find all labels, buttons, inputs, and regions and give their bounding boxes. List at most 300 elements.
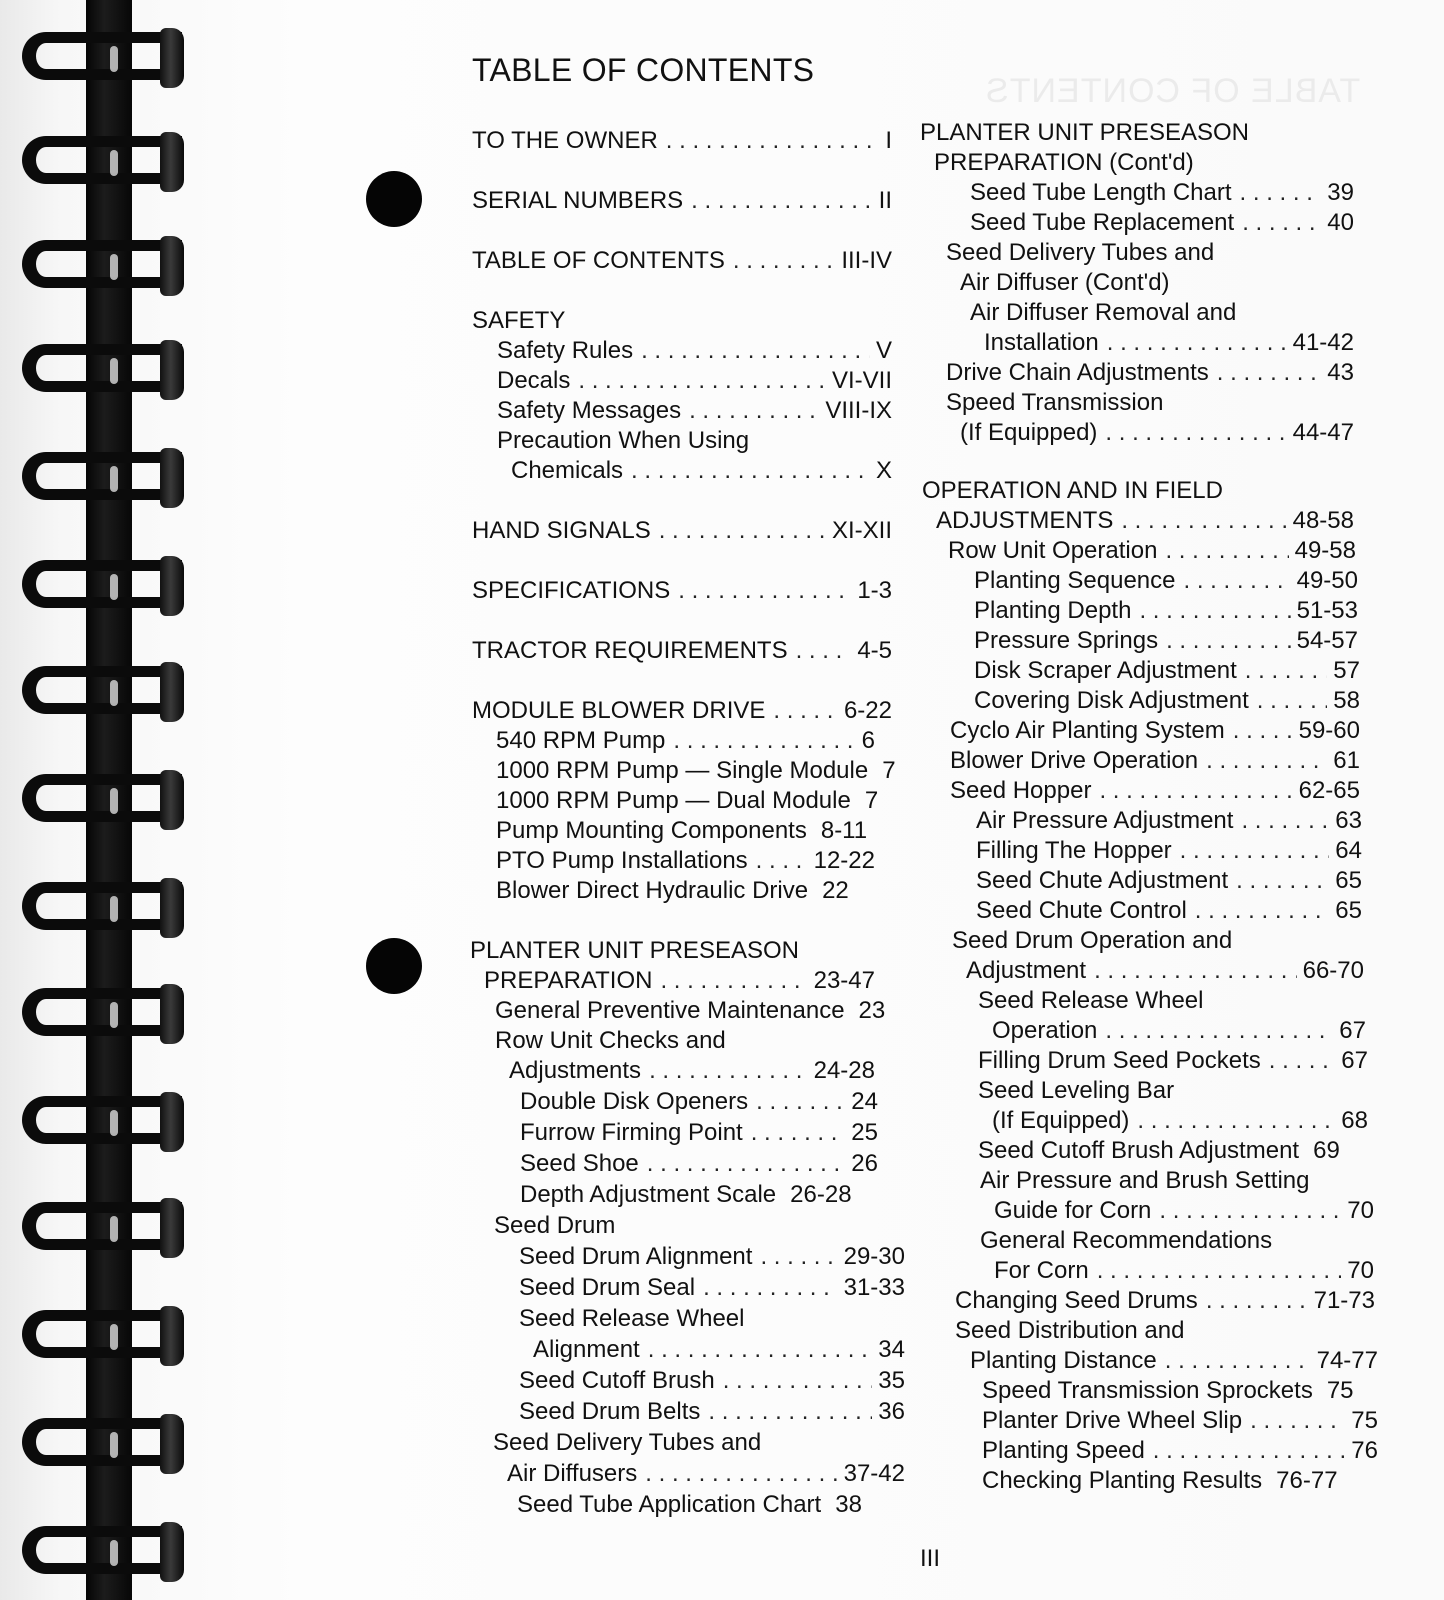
toc-entry-label: Chemicals bbox=[511, 457, 624, 484]
toc-entry-label: Guide for Corn bbox=[994, 1197, 1152, 1224]
toc-entry-page: 22 bbox=[822, 877, 849, 904]
toc-heading: Seed Release Wheel bbox=[519, 1305, 745, 1332]
toc-entry-label: Filling Drum Seed Pockets bbox=[978, 1047, 1261, 1074]
binding-coil-tip bbox=[160, 1306, 184, 1366]
binding-coil-loop bbox=[22, 1096, 182, 1144]
binding-coil bbox=[22, 340, 190, 400]
toc-heading: Air Pressure and Brush Setting bbox=[980, 1167, 1310, 1194]
binding-coil-tip bbox=[160, 1092, 184, 1152]
toc-heading: Row Unit Checks and bbox=[495, 1027, 726, 1054]
binding-coil-loop bbox=[22, 666, 182, 714]
toc-entry-label: Seed Tube Application Chart bbox=[517, 1491, 822, 1518]
toc-entry-label: Filling The Hopper bbox=[976, 837, 1172, 864]
toc-entry bbox=[509, 1056, 875, 1086]
toc-entry bbox=[533, 1335, 905, 1365]
toc-entry bbox=[511, 456, 892, 486]
toc-entry-page: I bbox=[885, 127, 892, 154]
toc-entry bbox=[519, 1366, 905, 1396]
binding-coil-loop bbox=[22, 1310, 182, 1358]
binding-coil-tip bbox=[160, 236, 184, 296]
toc-entry-label: Installation bbox=[984, 329, 1099, 356]
toc-heading: Seed Drum Operation and bbox=[952, 927, 1233, 954]
toc-entry-label: Seed Tube Length Chart bbox=[970, 179, 1232, 206]
toc-heading: SAFETY bbox=[472, 307, 566, 334]
toc-entry bbox=[970, 1346, 1378, 1376]
toc-entry bbox=[960, 418, 1354, 448]
toc-entry bbox=[976, 836, 1362, 866]
toc-entry-label: Seed Drum Belts bbox=[519, 1398, 701, 1425]
toc-entry-label: TRACTOR REQUIREMENTS bbox=[472, 637, 788, 664]
toc-entry bbox=[519, 1397, 905, 1427]
toc-entry-label: Double Disk Openers bbox=[520, 1088, 749, 1115]
binding-coil-highlight bbox=[110, 466, 118, 492]
toc-entry bbox=[497, 396, 892, 426]
toc-entry bbox=[976, 866, 1362, 896]
toc-entry-page: 23-47 bbox=[813, 967, 875, 994]
page-title: TABLE OF CONTENTS bbox=[472, 52, 815, 88]
binding-coil bbox=[22, 1522, 190, 1582]
dot-leader bbox=[1233, 716, 1293, 746]
toc-entry-label: Planting Distance bbox=[970, 1347, 1157, 1374]
binding-coil-loop bbox=[22, 1202, 182, 1250]
toc-entry-label: (If Equipped) bbox=[960, 419, 1098, 446]
toc-entry-page: 35 bbox=[878, 1367, 905, 1394]
binding-coil-highlight bbox=[110, 574, 118, 600]
toc-entry-page: 59-60 bbox=[1298, 717, 1360, 744]
binding-coil bbox=[22, 770, 190, 830]
binding-coil-highlight bbox=[110, 1324, 118, 1350]
binding-coil-highlight bbox=[110, 1540, 118, 1566]
toc-entry bbox=[472, 636, 892, 666]
toc-entry-label: HAND SIGNALS bbox=[472, 517, 651, 544]
binding-coil bbox=[22, 1414, 190, 1474]
dot-leader bbox=[1242, 208, 1321, 238]
dot-leader bbox=[1139, 596, 1290, 626]
toc-heading: Seed Delivery Tubes and bbox=[946, 239, 1215, 266]
toc-entry-page: 26-28 bbox=[790, 1181, 852, 1208]
toc-entry-label: Decals bbox=[497, 367, 571, 394]
dot-leader bbox=[1184, 566, 1291, 596]
toc-entry-label: (If Equipped) bbox=[992, 1107, 1130, 1134]
binder-hole-bottom bbox=[366, 938, 422, 994]
dot-leader bbox=[733, 246, 835, 276]
binding-coil-loop bbox=[22, 452, 182, 500]
toc-entry-page: 69 bbox=[1313, 1137, 1340, 1164]
binding-coil bbox=[22, 1306, 190, 1366]
dot-leader bbox=[678, 576, 851, 606]
binding-coil-loop bbox=[22, 774, 182, 822]
toc-entry-page: 24-28 bbox=[813, 1057, 875, 1084]
toc-entry-page: 29-30 bbox=[843, 1243, 905, 1270]
binding-coil-tip bbox=[160, 340, 184, 400]
toc-entry-page: 37-42 bbox=[843, 1460, 905, 1487]
binding-coil-loop bbox=[22, 32, 182, 80]
binding-coil-loop bbox=[22, 988, 182, 1036]
toc-entry-page: 25 bbox=[851, 1119, 878, 1146]
dot-leader bbox=[1241, 806, 1329, 836]
toc-heading: Speed Transmission bbox=[946, 389, 1164, 416]
dot-leader bbox=[1206, 746, 1327, 776]
toc-entry bbox=[507, 1459, 905, 1489]
dot-leader bbox=[578, 366, 826, 396]
dot-leader bbox=[708, 1397, 872, 1427]
binding-coil-tip bbox=[160, 1522, 184, 1582]
toc-entry bbox=[472, 126, 892, 156]
toc-entry-page: XI-XII bbox=[831, 517, 892, 544]
toc-entry-label: Furrow Firming Point bbox=[520, 1119, 743, 1146]
binding-coil bbox=[22, 984, 190, 1044]
toc-heading: PLANTER UNIT PRESEASON bbox=[920, 119, 1249, 146]
dot-leader bbox=[1269, 1046, 1336, 1076]
toc-entry bbox=[472, 186, 892, 216]
dot-leader bbox=[1257, 686, 1328, 716]
toc-entry-page: 64 bbox=[1335, 837, 1362, 864]
toc-entry-label: Planting Sequence bbox=[974, 567, 1176, 594]
toc-entry-label: Changing Seed Drums bbox=[955, 1287, 1198, 1314]
dot-leader bbox=[1250, 1406, 1345, 1436]
dot-leader bbox=[1165, 536, 1288, 566]
toc-entry bbox=[950, 746, 1360, 776]
toc-heading: Seed Delivery Tubes and bbox=[493, 1429, 762, 1456]
toc-entry bbox=[982, 1376, 1354, 1406]
toc-entry-page: 6 bbox=[861, 727, 875, 754]
dot-leader bbox=[1245, 656, 1328, 686]
toc-entry-page: 41-42 bbox=[1292, 329, 1354, 356]
dot-leader bbox=[1094, 956, 1297, 986]
toc-entry-label: Adjustments bbox=[509, 1057, 642, 1084]
toc-entry-label: Planting Depth bbox=[974, 597, 1132, 624]
toc-entry bbox=[472, 516, 892, 546]
toc-entry-label: Checking Planting Results bbox=[982, 1467, 1263, 1494]
toc-entry bbox=[950, 716, 1360, 746]
toc-entry bbox=[496, 816, 867, 846]
toc-entry-label: Seed Cutoff Brush Adjustment bbox=[978, 1137, 1300, 1164]
toc-entry-page: 70 bbox=[1347, 1257, 1374, 1284]
toc-entry-label: Row Unit Operation bbox=[948, 537, 1158, 564]
dot-leader bbox=[751, 1118, 846, 1148]
toc-entry-page: 76-77 bbox=[1276, 1467, 1338, 1494]
toc-entry bbox=[496, 786, 878, 816]
toc-entry bbox=[970, 178, 1354, 208]
toc-entry-label: Planting Speed bbox=[982, 1437, 1145, 1464]
dot-leader bbox=[1217, 358, 1322, 388]
toc-entry bbox=[950, 776, 1360, 806]
toc-entry bbox=[994, 1256, 1374, 1286]
toc-entry-page: 7 bbox=[882, 757, 896, 784]
binding-coil-loop bbox=[22, 136, 182, 184]
toc-entry-page: 51-53 bbox=[1296, 597, 1358, 624]
toc-entry-label: Blower Direct Hydraulic Drive bbox=[496, 877, 809, 904]
toc-entry-page: 40 bbox=[1327, 209, 1354, 236]
toc-entry-page: 34 bbox=[878, 1336, 905, 1363]
toc-entry-label: Disk Scraper Adjustment bbox=[974, 657, 1237, 684]
toc-entry-page: X bbox=[875, 457, 892, 484]
toc-entry-page: II bbox=[878, 187, 892, 214]
binding-coil-loop bbox=[22, 1418, 182, 1466]
toc-entry-label: ADJUSTMENTS bbox=[936, 507, 1114, 534]
toc-entry bbox=[992, 1016, 1366, 1046]
toc-entry-page: 31-33 bbox=[843, 1274, 905, 1301]
dot-leader bbox=[1236, 866, 1329, 896]
toc-entry-label: 1000 RPM Pump — Single Module bbox=[496, 757, 869, 784]
toc-entry-page: 65 bbox=[1335, 867, 1362, 894]
toc-entry bbox=[472, 246, 892, 276]
binding-coil bbox=[22, 448, 190, 508]
toc-entry bbox=[978, 1136, 1340, 1166]
dot-leader bbox=[1240, 178, 1322, 208]
toc-entry-page: V bbox=[875, 337, 892, 364]
toc-entry-label: Covering Disk Adjustment bbox=[974, 687, 1249, 714]
binding-coil-highlight bbox=[110, 788, 118, 814]
toc-entry bbox=[519, 1273, 905, 1303]
toc-entry bbox=[496, 876, 849, 906]
binding-coil-highlight bbox=[110, 1216, 118, 1242]
toc-entry-page: 62-65 bbox=[1298, 777, 1360, 804]
toc-entry-page: 4-5 bbox=[857, 637, 892, 664]
toc-entry bbox=[497, 366, 892, 396]
toc-entry-label: Drive Chain Adjustments bbox=[946, 359, 1209, 386]
toc-entry bbox=[984, 328, 1354, 358]
toc-entry-label: 1000 RPM Pump — Dual Module bbox=[496, 787, 851, 814]
toc-entry-page: 58 bbox=[1333, 687, 1360, 714]
toc-entry-label: Seed Cutoff Brush bbox=[519, 1367, 715, 1394]
toc-entry bbox=[982, 1436, 1378, 1466]
toc-entry bbox=[472, 576, 892, 606]
toc-entry-label: SPECIFICATIONS bbox=[472, 577, 671, 604]
binding-coil-tip bbox=[160, 662, 184, 722]
binding-coil-highlight bbox=[110, 1432, 118, 1458]
dot-leader bbox=[1195, 896, 1330, 926]
dot-leader bbox=[666, 126, 880, 156]
toc-entry-label: PREPARATION bbox=[484, 967, 653, 994]
toc-entry-page: 66-70 bbox=[1302, 957, 1364, 984]
toc-entry bbox=[974, 686, 1360, 716]
binding-coil-highlight bbox=[110, 150, 118, 176]
toc-heading: Precaution When Using bbox=[497, 427, 750, 454]
toc-entry-page: III-IV bbox=[841, 247, 892, 274]
toc-entry bbox=[496, 756, 896, 786]
toc-entry bbox=[472, 696, 892, 726]
toc-entry bbox=[496, 846, 875, 876]
toc-entry bbox=[948, 536, 1356, 566]
binding-coil-loop bbox=[22, 240, 182, 288]
dot-leader bbox=[648, 1335, 873, 1365]
dot-leader bbox=[660, 966, 807, 996]
toc-entry-page: 7 bbox=[864, 787, 879, 814]
binding-coil bbox=[22, 236, 190, 296]
toc-entry bbox=[520, 1118, 878, 1148]
dot-leader bbox=[641, 336, 870, 366]
toc-entry-page: 65 bbox=[1335, 897, 1362, 924]
toc-entry-label: Seed Chute Adjustment bbox=[976, 867, 1229, 894]
toc-entry bbox=[946, 358, 1354, 388]
toc-entry-page: 38 bbox=[835, 1491, 862, 1518]
dot-leader bbox=[1107, 328, 1287, 358]
toc-heading: Seed Distribution and bbox=[955, 1317, 1185, 1344]
toc-entry-page: 76 bbox=[1351, 1437, 1378, 1464]
toc-entry-label: Safety Rules bbox=[497, 337, 634, 364]
toc-entry bbox=[955, 1286, 1375, 1316]
binding-coil-highlight bbox=[110, 896, 118, 922]
toc-entry bbox=[520, 1149, 878, 1179]
toc-entry-label: Air Diffusers bbox=[507, 1460, 638, 1487]
toc-entry bbox=[484, 966, 875, 996]
toc-entry-page: 39 bbox=[1327, 179, 1354, 206]
toc-entry bbox=[982, 1466, 1338, 1496]
dot-leader bbox=[1105, 1016, 1333, 1046]
binding-coil-tip bbox=[160, 984, 184, 1044]
toc-entry-page: 57 bbox=[1333, 657, 1360, 684]
toc-heading: Air Diffuser Removal and bbox=[970, 299, 1237, 326]
dot-leader bbox=[796, 636, 852, 666]
dot-leader bbox=[723, 1366, 873, 1396]
binding-coil-loop bbox=[22, 344, 182, 392]
toc-heading: General Recommendations bbox=[980, 1227, 1273, 1254]
toc-entry bbox=[974, 656, 1360, 686]
toc-entry bbox=[517, 1490, 862, 1520]
toc-entry bbox=[976, 806, 1362, 836]
toc-entry-label: Depth Adjustment Scale bbox=[520, 1181, 777, 1208]
binding-coil bbox=[22, 556, 190, 616]
toc-entry bbox=[982, 1406, 1378, 1436]
toc-heading: Seed Leveling Bar bbox=[978, 1077, 1175, 1104]
toc-entry bbox=[970, 208, 1354, 238]
toc-entry-label: For Corn bbox=[994, 1257, 1089, 1284]
toc-entry-page: VI-VII bbox=[831, 367, 892, 394]
toc-entry-label: MODULE BLOWER DRIVE bbox=[472, 697, 766, 724]
dot-leader bbox=[649, 1056, 808, 1086]
dot-leader bbox=[1137, 1106, 1335, 1136]
binding-coil-tip bbox=[160, 878, 184, 938]
toc-entry-page: 75 bbox=[1326, 1377, 1354, 1404]
toc-entry-label: Alignment bbox=[533, 1336, 640, 1363]
toc-entry bbox=[978, 1046, 1368, 1076]
toc-entry-label: Pump Mounting Components bbox=[496, 817, 807, 844]
binding-coil-highlight bbox=[110, 254, 118, 280]
dot-leader bbox=[1159, 1196, 1341, 1226]
toc-entry-label: Safety Messages bbox=[497, 397, 682, 424]
dot-leader bbox=[1206, 1286, 1308, 1316]
binding-coil-tip bbox=[160, 556, 184, 616]
toc-entry bbox=[976, 896, 1362, 926]
toc-entry-page: 75 bbox=[1351, 1407, 1378, 1434]
bleed-through-text: TABLE OF CONTENTS bbox=[985, 72, 1361, 110]
toc-entry-page: 26 bbox=[851, 1150, 878, 1177]
toc-entry-label: Seed Shoe bbox=[520, 1150, 639, 1177]
toc-entry-page: 23 bbox=[858, 997, 886, 1024]
binding-coil bbox=[22, 1198, 190, 1258]
dot-leader bbox=[645, 1459, 837, 1489]
toc-entry-label: TO THE OWNER bbox=[472, 127, 658, 154]
dot-leader bbox=[1180, 836, 1330, 866]
dot-leader bbox=[673, 726, 855, 756]
toc-entry-page: 49-50 bbox=[1296, 567, 1358, 594]
toc-entry bbox=[966, 956, 1364, 986]
toc-entry-page: 67 bbox=[1339, 1017, 1366, 1044]
dot-leader bbox=[760, 1242, 837, 1272]
binding-coil-loop bbox=[22, 1526, 182, 1574]
toc-heading: PREPARATION (Cont'd) bbox=[934, 149, 1194, 176]
toc-entry-page: 67 bbox=[1341, 1047, 1368, 1074]
binding-coil bbox=[22, 878, 190, 938]
binding-coil-tip bbox=[160, 1414, 184, 1474]
toc-entry-label: Operation bbox=[992, 1017, 1098, 1044]
toc-entry-label: General Preventive Maintenance bbox=[495, 997, 845, 1024]
binding-coil-tip bbox=[160, 1198, 184, 1258]
dot-leader bbox=[631, 456, 870, 486]
dot-leader bbox=[1166, 626, 1291, 656]
binder-hole-top bbox=[366, 171, 422, 227]
binding-coil bbox=[22, 662, 190, 722]
binding-coil-highlight bbox=[110, 46, 118, 72]
toc-entry-page: 36 bbox=[878, 1398, 905, 1425]
dot-leader bbox=[647, 1149, 846, 1179]
binding-coil-tip bbox=[160, 132, 184, 192]
page-number: III bbox=[920, 1545, 941, 1572]
toc-entry bbox=[497, 336, 892, 366]
dot-leader bbox=[1153, 1436, 1346, 1466]
toc-entry-label: PTO Pump Installations bbox=[496, 847, 748, 874]
dot-leader bbox=[1105, 418, 1286, 448]
toc-entry bbox=[974, 566, 1358, 596]
dot-leader bbox=[1121, 506, 1286, 536]
dot-leader bbox=[703, 1273, 838, 1303]
dot-leader bbox=[1099, 776, 1292, 806]
binding-coil-tip bbox=[160, 770, 184, 830]
dot-leader bbox=[756, 846, 808, 876]
binding-coil-highlight bbox=[110, 358, 118, 384]
toc-entry bbox=[495, 996, 885, 1026]
toc-entry-label: Blower Drive Operation bbox=[950, 747, 1199, 774]
toc-entry-page: 12-22 bbox=[813, 847, 875, 874]
toc-entry-page: 43 bbox=[1327, 359, 1354, 386]
binding-coil bbox=[22, 28, 190, 88]
binding-coil-highlight bbox=[110, 1110, 118, 1136]
toc-entry-page: 6-22 bbox=[843, 697, 892, 724]
toc-entry bbox=[992, 1106, 1368, 1136]
toc-entry bbox=[519, 1242, 905, 1272]
dot-leader bbox=[691, 186, 872, 216]
toc-entry bbox=[496, 726, 875, 756]
dot-leader bbox=[1097, 1256, 1342, 1286]
toc-entry-page: 24 bbox=[851, 1088, 878, 1115]
toc-heading: Seed Drum bbox=[494, 1212, 616, 1239]
toc-entry-label: Air Pressure Adjustment bbox=[976, 807, 1234, 834]
toc-entry-label: Cyclo Air Planting System bbox=[950, 717, 1225, 744]
toc-entry-label: 540 RPM Pump bbox=[496, 727, 666, 754]
toc-entry-label: Seed Drum Alignment bbox=[519, 1243, 753, 1270]
toc-entry-page: 74-77 bbox=[1316, 1347, 1378, 1374]
binding-coil-highlight bbox=[110, 1002, 118, 1028]
dot-leader bbox=[773, 696, 838, 726]
toc-heading: PLANTER UNIT PRESEASON bbox=[470, 937, 799, 964]
toc-entry bbox=[520, 1087, 878, 1117]
toc-entry bbox=[974, 626, 1358, 656]
toc-entry-page: 49-58 bbox=[1294, 537, 1356, 564]
toc-entry-page: 61 bbox=[1333, 747, 1360, 774]
toc-entry-page: 68 bbox=[1341, 1107, 1368, 1134]
toc-entry bbox=[974, 596, 1358, 626]
toc-entry-label: Seed Chute Control bbox=[976, 897, 1187, 924]
toc-entry-page: 48-58 bbox=[1292, 507, 1354, 534]
toc-heading: Seed Release Wheel bbox=[978, 987, 1204, 1014]
toc-entry-page: VIII-IX bbox=[825, 397, 892, 424]
toc-entry-page: 8-11 bbox=[820, 817, 868, 844]
binding-coil-highlight bbox=[110, 680, 118, 706]
binding-coil-loop bbox=[22, 882, 182, 930]
toc-entry-page: 70 bbox=[1347, 1197, 1374, 1224]
toc-entry-label: Seed Hopper bbox=[950, 777, 1092, 804]
